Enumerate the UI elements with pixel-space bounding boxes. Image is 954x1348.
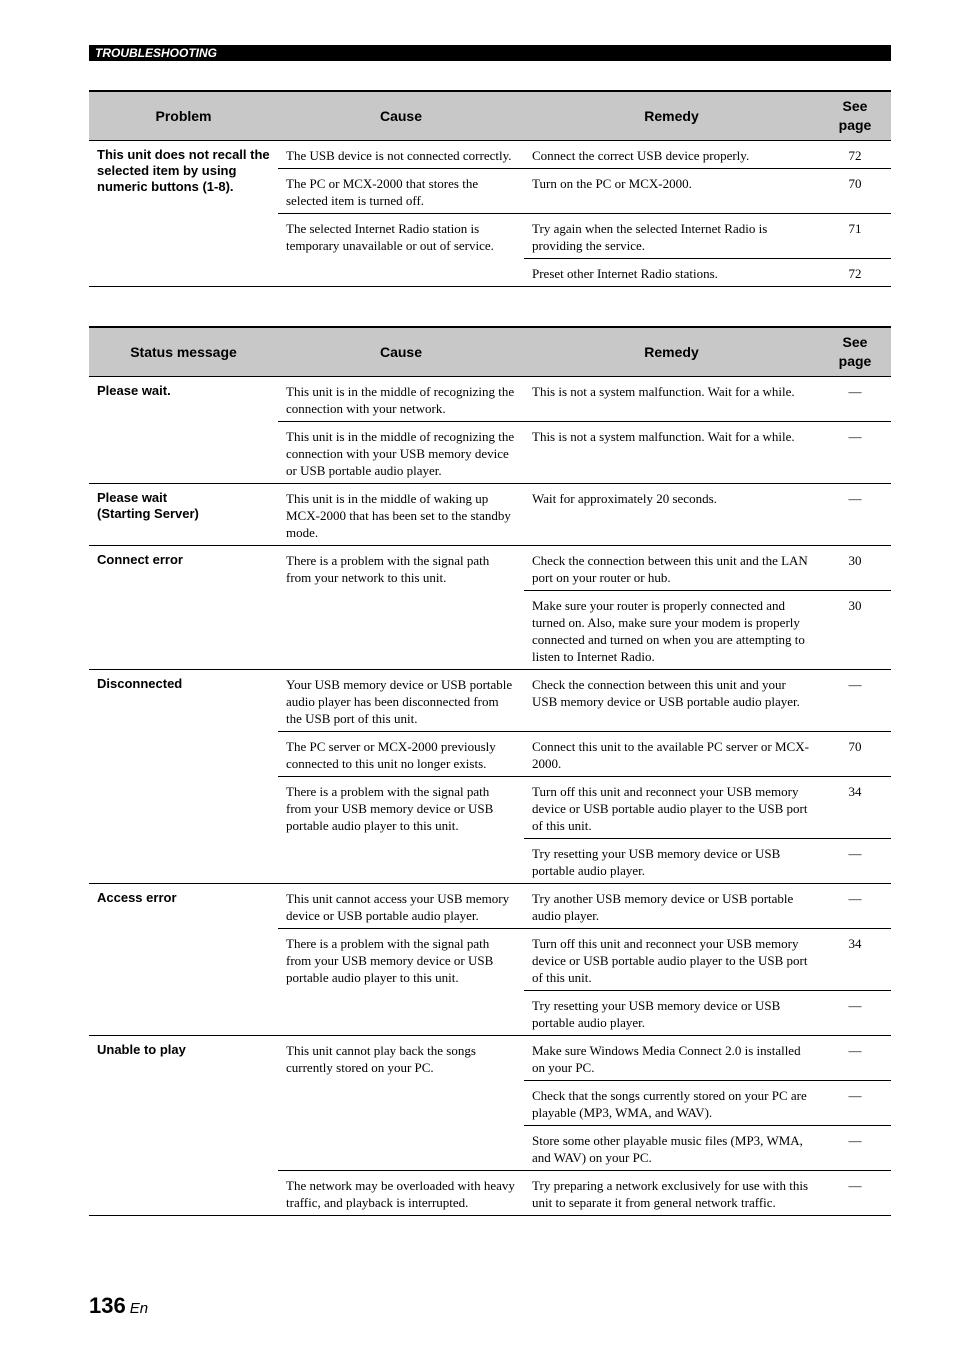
cause-cell: There is a problem with the signal path from your USB memory device or USB portable audio player to this unit. — [278, 929, 524, 1036]
remedy-cell: Store some other playable music files (MP3, WMA, and WAV) on your PC. — [524, 1126, 819, 1171]
cause-cell: Your USB memory device or USB portable audio player has been disconnected from the USB port of this unit. — [278, 670, 524, 732]
cause-cell: There is a problem with the signal path from your network to this unit. — [278, 546, 524, 670]
remedy-cell: This is not a system malfunction. Wait for a while. — [524, 377, 819, 422]
header-see-page: See page — [819, 91, 891, 141]
cause-cell: This unit cannot play back the songs currently stored on your PC. — [278, 1036, 524, 1171]
page-cell: 34 — [819, 929, 891, 991]
remedy-cell: Check the connection between this unit and the LAN port on your router or hub. — [524, 546, 819, 591]
remedy-cell: Turn on the PC or MCX-2000. — [524, 169, 819, 214]
table-row — [89, 546, 891, 591]
page-cell: — — [819, 884, 891, 929]
problem-table — [89, 90, 891, 287]
remedy-cell: Try resetting your USB memory device or USB portable audio player. — [524, 839, 819, 884]
section-title: TROUBLESHOOTING — [95, 46, 217, 60]
table-header-row — [89, 91, 891, 141]
page-footer — [89, 1293, 148, 1319]
page-cell: 72 — [819, 259, 891, 287]
page-cell: — — [819, 839, 891, 884]
table-row — [89, 884, 891, 929]
cause-cell: The PC server or MCX-2000 previously connected to this unit no longer exists. — [278, 732, 524, 777]
page-cell: — — [819, 991, 891, 1036]
header-status-message: Status message — [89, 327, 278, 377]
remedy-cell: Try another USB memory device or USB portable audio player. — [524, 884, 819, 929]
page-cell: — — [819, 670, 891, 732]
status-label: Connect error — [89, 546, 278, 670]
status-label: Please wait. — [89, 377, 278, 484]
remedy-cell: Try preparing a network exclusively for use with this unit to separate it from general network traffic. — [524, 1171, 819, 1216]
section-header-bar — [89, 45, 891, 61]
cause-cell: This unit cannot access your USB memory device or USB portable audio player. — [278, 884, 524, 929]
page-number: 136 — [89, 1293, 126, 1318]
page-cell: — — [819, 1171, 891, 1216]
remedy-cell: Turn off this unit and reconnect your USB memory device or USB portable audio player to the USB port of this unit. — [524, 777, 819, 839]
status-label — [89, 484, 278, 546]
table-row — [89, 141, 891, 169]
page-cell: 70 — [819, 732, 891, 777]
status-label-line: Please wait — [97, 490, 168, 505]
status-message-table — [89, 326, 891, 1216]
page-cell: — — [819, 1036, 891, 1081]
remedy-cell: Make sure Windows Media Connect 2.0 is installed on your PC. — [524, 1036, 819, 1081]
page-cell: 30 — [819, 591, 891, 670]
cause-cell: This unit is in the middle of recognizing the connection with your network. — [278, 377, 524, 422]
remedy-cell: Check the connection between this unit and your USB memory device or USB portable audio player. — [524, 670, 819, 732]
header-cause: Cause — [278, 91, 524, 141]
page-cell: 30 — [819, 546, 891, 591]
table-row — [89, 484, 891, 546]
remedy-cell: Turn off this unit and reconnect your USB memory device or USB portable audio player to the USB port of this unit. — [524, 929, 819, 991]
header-cause: Cause — [278, 327, 524, 377]
remedy-cell: This is not a system malfunction. Wait for a while. — [524, 422, 819, 484]
page-cell: 71 — [819, 214, 891, 259]
page-cell: — — [819, 484, 891, 546]
cause-cell: The PC or MCX-2000 that stores the selected item is turned off. — [278, 169, 524, 214]
status-label: Access error — [89, 884, 278, 1036]
status-label: Unable to play — [89, 1036, 278, 1216]
remedy-cell: Try resetting your USB memory device or USB portable audio player. — [524, 991, 819, 1036]
page-cell: 72 — [819, 141, 891, 169]
table-row — [89, 377, 891, 422]
page-cell: — — [819, 377, 891, 422]
page-cell: — — [819, 1126, 891, 1171]
status-label: Disconnected — [89, 670, 278, 884]
table-row — [89, 670, 891, 732]
remedy-cell: Make sure your router is properly connected and turned on. Also, make sure your modem is properly connected and turned on when you are attempting to listen to Internet Radio. — [524, 591, 819, 670]
table-header-row — [89, 327, 891, 377]
table-row — [89, 1036, 891, 1081]
remedy-cell: Check that the songs currently stored on your PC are playable (MP3, WMA, and WAV). — [524, 1081, 819, 1126]
cause-cell: This unit is in the middle of waking up MCX-2000 that has been set to the standby mode. — [278, 484, 524, 546]
cause-cell: The selected Internet Radio station is temporary unavailable or out of service. — [278, 214, 524, 287]
page-cell: — — [819, 422, 891, 484]
cause-cell: The USB device is not connected correctly. — [278, 141, 524, 169]
page-cell: 70 — [819, 169, 891, 214]
header-remedy: Remedy — [524, 327, 819, 377]
remedy-cell: Connect this unit to the available PC server or MCX-2000. — [524, 732, 819, 777]
cause-cell: This unit is in the middle of recognizing the connection with your USB memory device or USB portable audio player. — [278, 422, 524, 484]
status-label-line: (Starting Server) — [97, 506, 199, 521]
problem-label: This unit does not recall the selected item by using numeric buttons (1-8). — [89, 141, 278, 287]
page-language: En — [129, 1300, 149, 1317]
header-remedy: Remedy — [524, 91, 819, 141]
page-cell: 34 — [819, 777, 891, 839]
header-see-page: See page — [819, 327, 891, 377]
header-problem: Problem — [89, 91, 278, 141]
cause-cell: The network may be overloaded with heavy traffic, and playback is interrupted. — [278, 1171, 524, 1216]
cause-cell: There is a problem with the signal path from your USB memory device or USB portable audio player to this unit. — [278, 777, 524, 884]
remedy-cell: Connect the correct USB device properly. — [524, 141, 819, 169]
page-cell: — — [819, 1081, 891, 1126]
remedy-cell: Wait for approximately 20 seconds. — [524, 484, 819, 546]
remedy-cell: Try again when the selected Internet Radio is providing the service. — [524, 214, 819, 259]
remedy-cell: Preset other Internet Radio stations. — [524, 259, 819, 287]
